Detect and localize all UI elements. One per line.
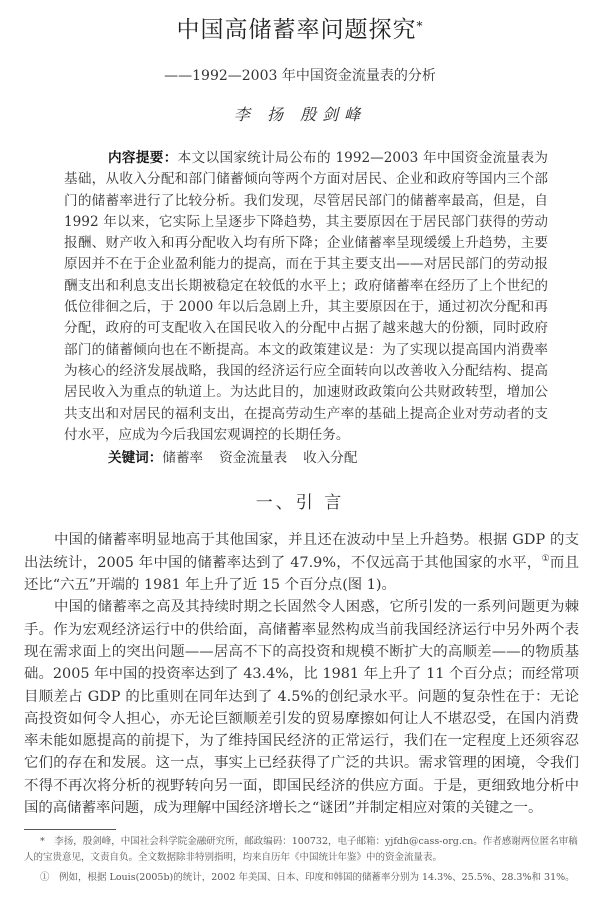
paper-title [0,14,600,46]
keywords-label: 关键词： [108,450,163,467]
title-text: 中国高储蓄率问题探究 [176,17,417,43]
abstract-label: 内容提要： [108,150,178,166]
section-heading: 一、引 言 [255,493,345,514]
keyword: 储蓄率 [162,450,204,467]
footnote: * 李扬，殷剑峰，中国社会科学院金融研究所，邮政编码：100732，电子邮箱：yjfdh@cass-org.cn。作者感谢两位匿名审稿人的宝贵意见，文责自负。全文数据除非特别指明，均来自历年《中国统计年鉴》中的资金流量表。 [24,836,578,864]
body-text [24,529,579,819]
authors: 李 扬 殷剑峰 [233,105,367,124]
abstract [64,148,548,446]
paragraph-text: 而且还比“六五”开端的 1981 年上升了近 15 个百分点(图 1)。 [24,554,579,594]
paragraph-text: 中国的储蓄率明显地高于其他国家，并且还在波动中呈上升趋势。根据 GDP 的支出法统计，2005 年中国的储蓄率达到了 47.9%，不仅远高于其他国家的水平， [24,532,579,571]
abstract-text: 本文以国家统计局公布的 1992—2003 年中国资金流量表为基础，从收入分配和部门储蓄倾向等两个方面对居民、企业和政府等国内三个部门的储蓄率进行了比较分析。我们发现，尽管居民部门的储蓄率最高，但是，自 1992 年以来，它实际上呈逐步下降趋势，其主要原因在于居民部门获得的劳动报酬、财产收入和再分配收入均有所下降；企业储蓄率呈现缓缓上升趋势，主要原因并不在于企业盈利能力的提高，而在于其主要支出——对居民部门的劳动报酬支出和利息支出长期被稳定在较低的水平上；政府储蓄率在经历了上个世纪的低位徘徊之后，于 2000 年以后急剧上升，其主要原因在于，通过初次分配和再分配，政府的可支配收入在国民收入的分配中占据了越来越大的份额，同时政府部门的储蓄倾向也在不断提高。本文的政策建议是：为了实现以提高国内消费率为核心的经济发展战略，我国的经济运行应全面转向以改善收入分配结构、提高居民收入为重点的轨道上。为达此目的，加速财政政策向公共财政转型，增加公共支出和对居民的福利支出，在提高劳动生产率的基础上提高企业对劳动者的支付水平，应成为今后我国宏观调控的长期任务。 [64,150,548,443]
keyword: 收入分配 [303,450,358,467]
footnote-divider [24,829,116,830]
footnote: ① 例如，根据 Louis(2005b)的统计，2002 年美国、日本、印度和韩国的储蓄率分别为 14.3%、25.5%、28.3%和 31%。 [40,872,575,884]
paragraph: 中国的储蓄率之高及其持续时期之长固然令人困惑，它所引发的一系列问题更为棘手。作为宏观经济运行中的供给面，高储蓄率显然构成当前我国经济运行中另外两个表现在需求面上的突出问题——居高不下的高投资和规模不断扩大的高顺差——的物质基础。2005 年中国的投资率达到了 43.4%，比 1981 年上升了 11 个百分点；而经常项目顺差占 GDP 的比重则在同年达到了 4.5%的创纪录水平。问题的复杂性在于：无论高投资如何令人担心，亦无论巨额顺差引发的贸易摩擦如何让人不堪忍受，在国内消费率未能如愿提高的前提下，为了维持国民经济的正常运行，我们在一定程度上还须容忍它们的存在和发展。这一点，事实上已经获得了广泛的共识。需求管理的困境，令我们不得不再次将分析的视野转向另一面，即国民经济的供应方面。于是，更细致地分析中国的高储蓄率问题，成为理解中国经济增长之“谜团”并制定相应对策的关键之一。 [24,599,579,817]
keywords [108,448,600,469]
paper-subtitle: ——1992—2003 年中国资金流量表的分析 [164,68,436,84]
footnote-ref[interactable]: ① [541,553,550,564]
keyword: 资金流量表 [219,450,288,467]
paragraph [24,529,579,596]
title-footnote-mark: * [416,19,424,33]
